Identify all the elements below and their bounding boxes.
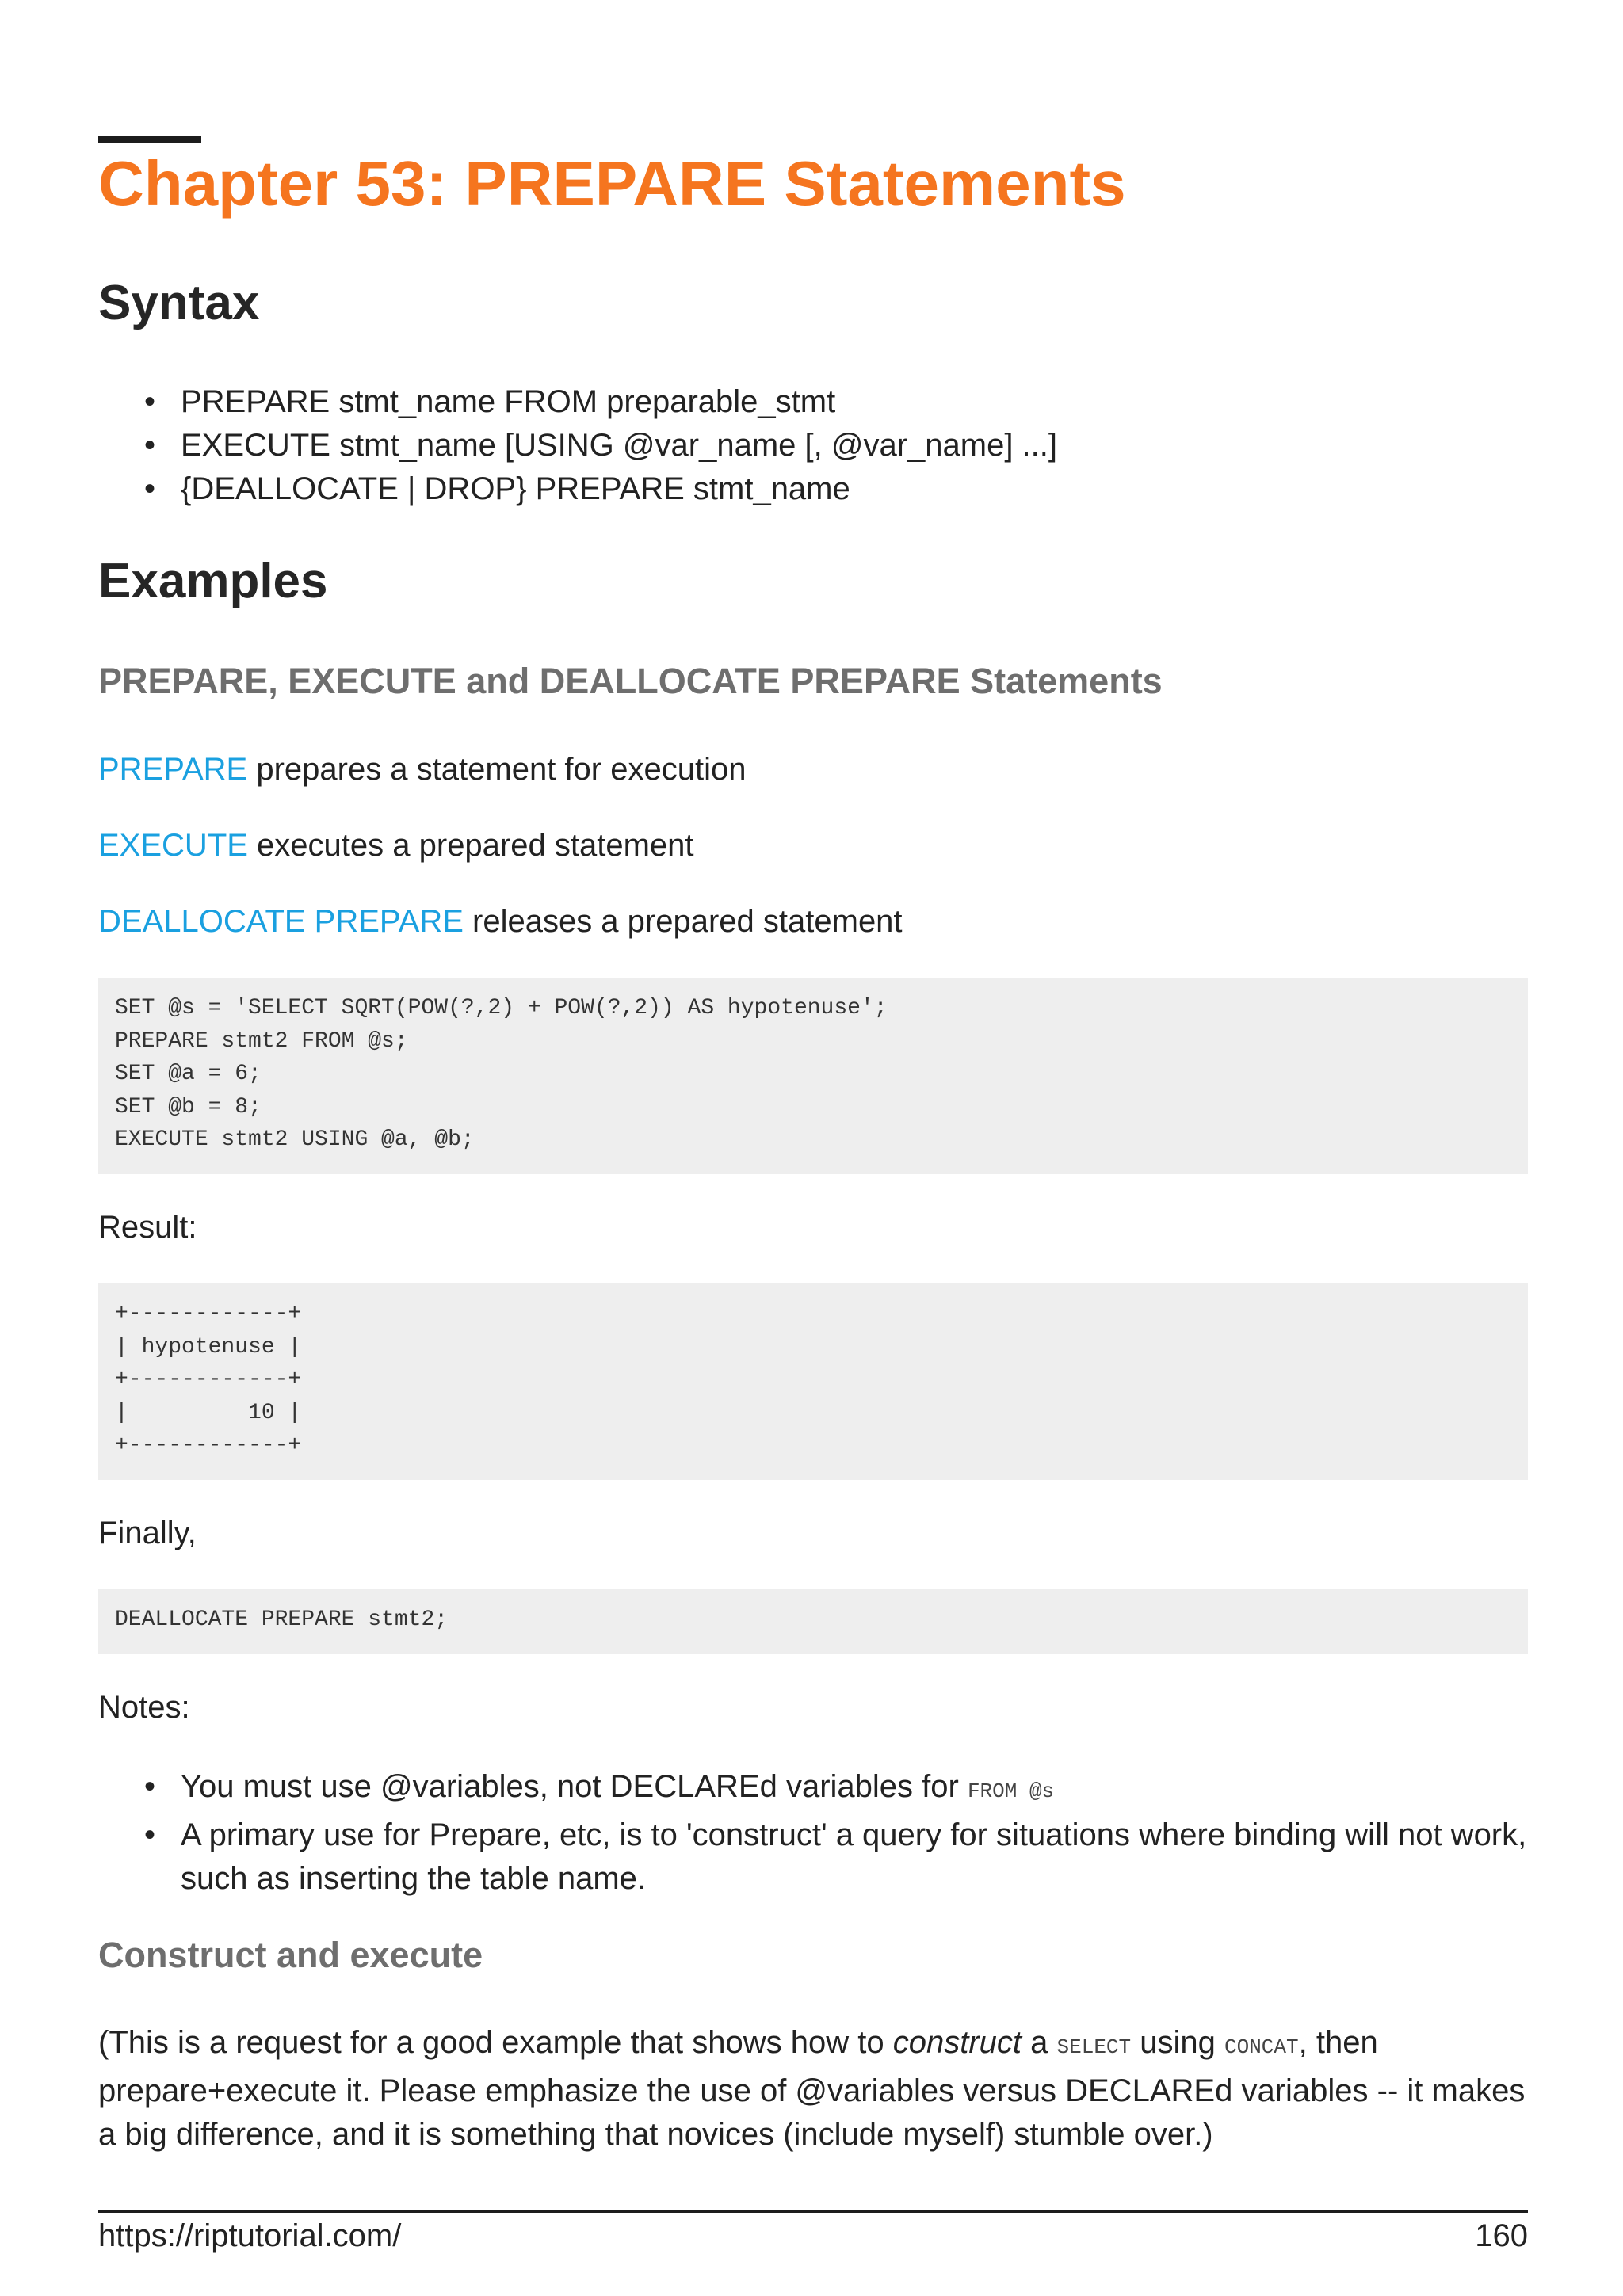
- footer-divider: [98, 2210, 1528, 2213]
- chapter-accent-bar: [98, 136, 201, 143]
- syntax-heading: Syntax: [98, 276, 260, 330]
- code-block-deallocate: DEALLOCATE PREPARE stmt2;: [98, 1589, 1528, 1654]
- def-deallocate: DEALLOCATE PREPARE releases a prepared statement: [98, 904, 903, 939]
- link-deallocate-prepare[interactable]: DEALLOCATE PREPARE: [98, 904, 464, 939]
- notes-list: [98, 1765, 1528, 1901]
- link-execute[interactable]: EXECUTE: [98, 828, 248, 863]
- syntax-item: • EXECUTE stmt_name [USING @var_name [, @var_name] ...]: [98, 424, 1057, 467]
- link-prepare[interactable]: PREPARE: [98, 752, 248, 787]
- code-block-example: SET @s = 'SELECT SQRT(POW(?,2) + POW(?,2)) AS hypotenuse'; PREPARE stmt2 FROM @s; SET @a = 6; SET @b = 8; EXECUTE stmt2 USING @a, @b;: [98, 978, 1528, 1174]
- note-item: • You must use @variables, not DECLAREd variables for FROM @s: [98, 1765, 1528, 1814]
- inline-code: SELECT: [1056, 2035, 1132, 2059]
- def-prepare: PREPARE prepares a statement for execution: [98, 752, 747, 787]
- section-heading-construct: Construct and execute: [98, 1935, 483, 1975]
- inline-code: FROM @s: [967, 1779, 1055, 1803]
- notes-label: Notes:: [98, 1690, 190, 1725]
- inline-code: CONCAT: [1224, 2035, 1299, 2059]
- syntax-item: • PREPARE stmt_name FROM preparable_stmt: [98, 380, 1057, 424]
- syntax-item: • {DEALLOCATE | DROP} PREPARE stmt_name: [98, 467, 1057, 511]
- examples-heading: Examples: [98, 554, 328, 608]
- def-execute: EXECUTE executes a prepared statement: [98, 828, 694, 863]
- code-block-result: +------------+ | hypotenuse | +------------+ | 10 | +------------+: [98, 1283, 1528, 1480]
- page-number: 160: [1475, 2218, 1528, 2253]
- note-item: • A primary use for Prepare, etc, is to 'construct' a query for situations where binding will not work, such as inserting the table name.: [98, 1814, 1528, 1901]
- syntax-list: [98, 380, 1057, 511]
- construct-paragraph: (This is a request for a good example that shows how to construct a SELECT using CONCAT, then prepare+execute it. Please emphasize the use of @variables versus DECLAREd variables -- it makes a big difference, and it is something that novices (include myself) stumble over.): [98, 2025, 1526, 2152]
- section-heading-prepare: PREPARE, EXECUTE and DEALLOCATE PREPARE Statements: [98, 661, 1163, 701]
- result-label: Result:: [98, 1210, 197, 1245]
- finally-label: Finally,: [98, 1516, 197, 1550]
- chapter-title: Chapter 53: PREPARE Statements: [98, 148, 1126, 219]
- footer-url[interactable]: https://riptutorial.com/: [98, 2218, 402, 2253]
